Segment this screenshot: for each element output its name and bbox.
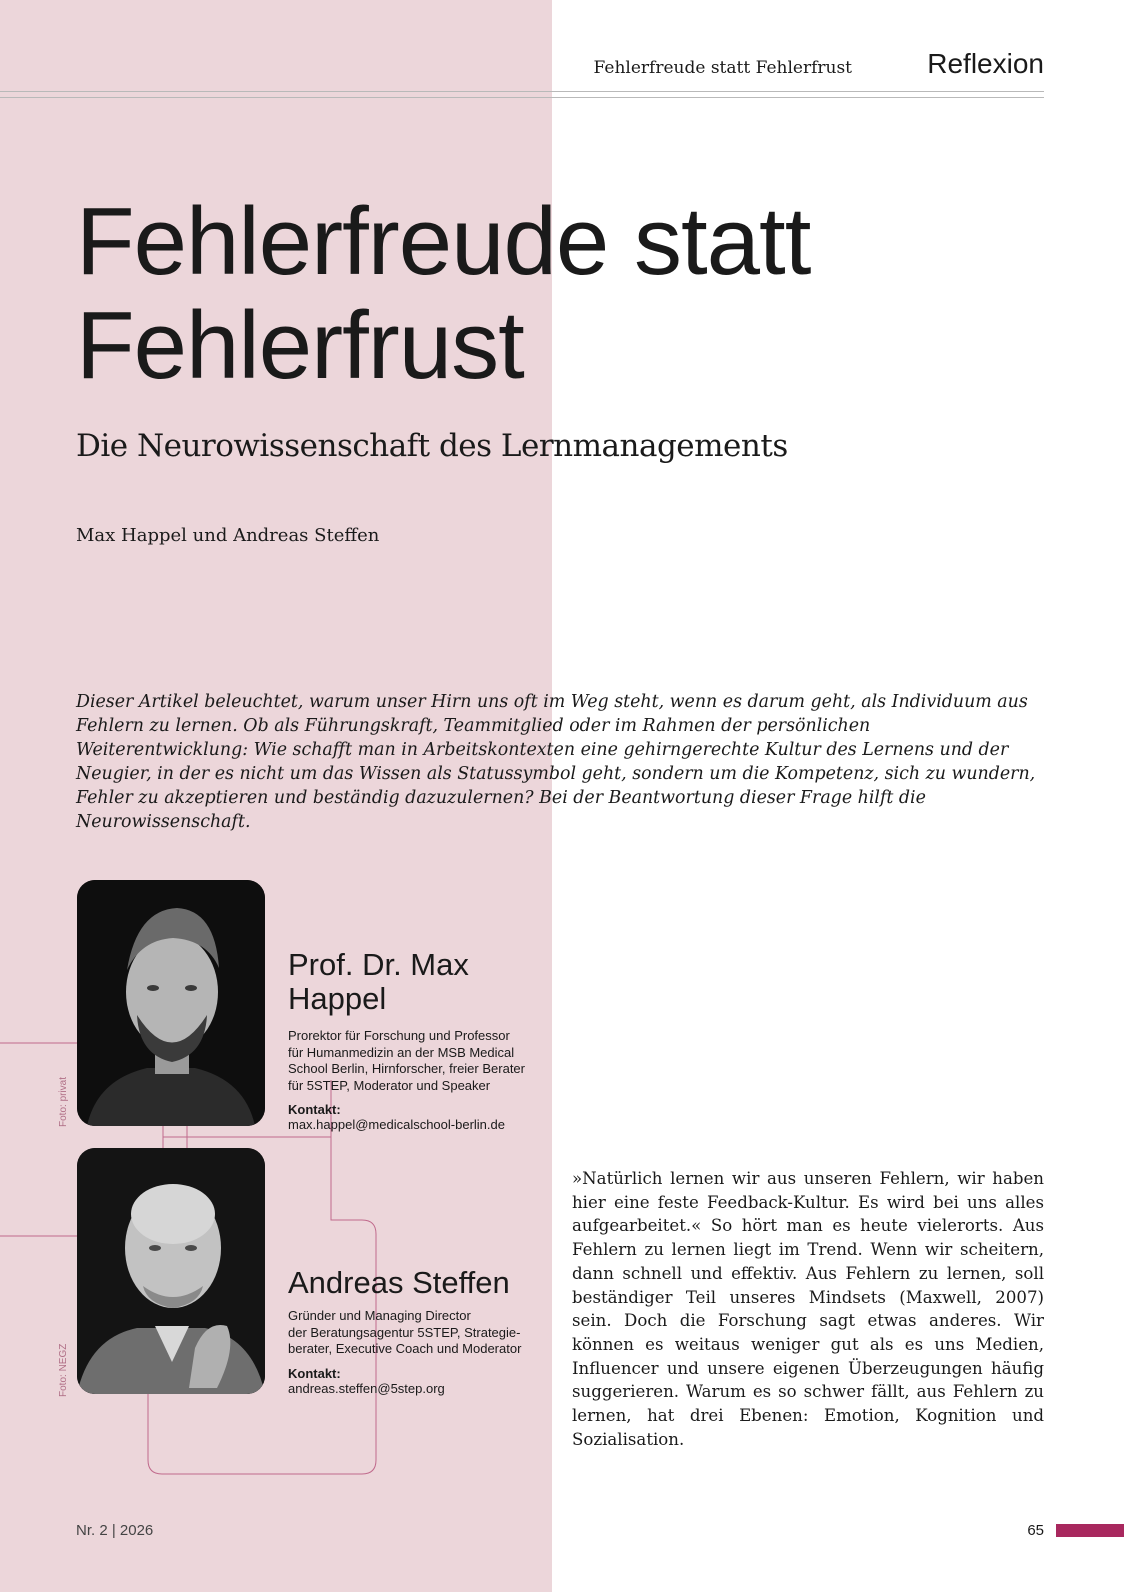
section-label: Reflexion [927,48,1044,79]
article-body-paragraph: »Natürlich lernen wir aus unseren Fehlern, wir haben hier eine feste Feedback-Kultur. Es wird bei uns alles aufgearbeitet.« So hört man es heute vielerorts. Aus Fehlern zu lernen liegt im Trend. Wenn wir scheitern, dann schnell und effektiv. Aus Fehlern zu lernen, soll beständiger Teil unseres Mindsets (Maxwell, 2007) sein. Doch die Forschung sagt etwas anderes. Wir können es weitaus weniger gut als es uns Medien, Influencer und unsere eigenen Überzeugungen häufig suggerieren. Warum es so schwer fällt, aus Fehlern zu lernen, hat drei Ebenen: Emotion, Kognition und Sozialisation. [572,1169,1044,1449]
article-title-line-2: Fehlerfrust [76,292,524,399]
bio-line: berater, Executive Coach und Moderator [288,1341,522,1356]
author-name-happel-line-2: Happel [288,981,387,1016]
bio-line: für Humanmedizin an der MSB Medical [288,1044,515,1060]
article-title [76,190,810,398]
bio-line: Prorektor für Forschung und Professor [288,1028,510,1043]
issue-number: Nr. 2 | 2026 [76,1522,154,1539]
contact-email-happel[interactable]: max.happel@medicalschool-berlin.de [288,1117,505,1132]
author-photo-steffen [77,1148,265,1394]
bio-line: der Beratungsagentur 5STEP, Strategie- [288,1324,521,1340]
article-authors: Max Happel und Andreas Steffen [76,525,380,546]
portrait-placeholder-icon [77,1148,265,1394]
contact-label-steffen: Kontakt: [288,1365,341,1381]
author-name-happel-line-1: Prof. Dr. Max [288,947,469,982]
portrait-placeholder-icon [77,880,265,1126]
accent-bar [1056,1524,1124,1537]
page-number: 65 [1027,1522,1044,1539]
bio-line: Gründer und Managing Director [288,1308,471,1323]
contact-email-steffen[interactable]: andreas.steffen@5step.org [288,1380,445,1396]
bio-line: School Berlin, Hirnforscher, freier Berater [288,1061,525,1076]
author-description-steffen [288,1308,548,1358]
bio-line: für 5STEP, Moderator und Speaker [288,1077,491,1093]
photo-credit-happel: Foto: privat [58,1076,69,1127]
author-bio-happel [288,948,548,1132]
photo-credit-steffen: Foto: NEGZ [58,1343,69,1397]
author-name-happel [288,948,548,1016]
author-name-steffen: Andreas Steffen [288,1265,510,1300]
running-title: Fehlerfreude statt Fehlerfrust [593,58,852,78]
contact-label-happel: Kontakt: [288,1102,341,1117]
author-photo-happel [77,880,265,1126]
article-abstract: Dieser Artikel beleuchtet, warum unser Hirn uns oft im Weg steht, wenn es darum geht, als Individuum aus Fehlern zu lernen. Ob als Führungskraft, Teammitglied oder im Rahmen der persönlichen Weiterentwicklung: Wie schafft man in Arbeitskontexten eine gehirngerechte Kultur des Lernens und der Neugier, in der es nicht um das Wissen als Statussymbol geht, sondern um die Kompetenz, sich zu wundern, Fehler zu akzeptieren und beständig dazuzulernen? Bei der Beantwortung dieser Frage hilft die Neurowissenschaft. [76,692,1036,832]
author-description-happel [288,1028,548,1094]
article-title-line-1: Fehlerfreude statt [76,188,811,295]
author-bio-steffen [288,1266,548,1396]
header-rule [0,91,1044,98]
article-subtitle: Die Neurowissenschaft des Lernmanagements [76,428,788,464]
